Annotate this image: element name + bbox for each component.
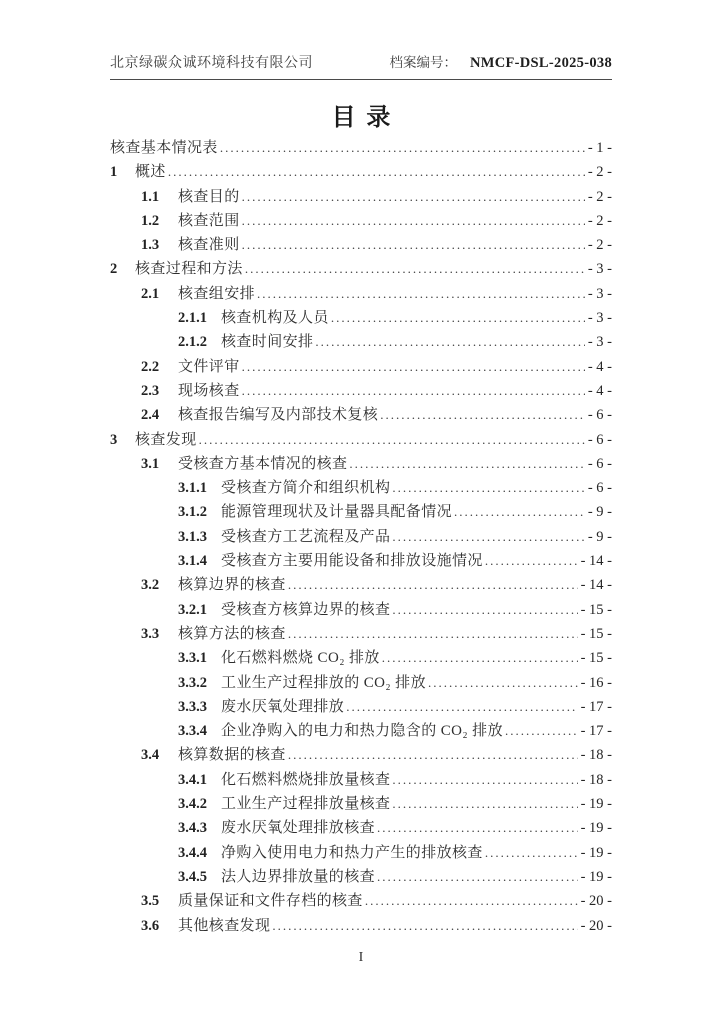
file-number-label: 档案编号： (389, 55, 457, 70)
toc-entry-number: 3.3.2 (178, 674, 207, 691)
toc-dot-leader (483, 841, 578, 865)
toc-entry-title: 核查时间安排 (221, 334, 314, 351)
toc-dot-leader (390, 598, 577, 622)
toc-dot-leader (286, 622, 578, 646)
toc-row[interactable] (110, 792, 612, 816)
toc-entry-title: 废水厌氧处理排放 (221, 698, 345, 715)
toc-entry-number: 1.1 (141, 188, 160, 205)
toc-entry-title: 核查机构及人员 (221, 310, 329, 327)
toc-entry-number: 2.4 (141, 407, 160, 424)
toc-entry-page: - 2 - (587, 164, 612, 181)
toc-row[interactable] (110, 355, 612, 379)
toc-entry-number: 3.3.1 (178, 650, 207, 667)
toc-entry-page: - 19 - (580, 844, 612, 861)
toc-row[interactable] (110, 889, 612, 913)
toc-entry-page: - 14 - (580, 577, 612, 594)
toc-row[interactable] (110, 914, 612, 938)
toc-row[interactable] (110, 257, 612, 281)
toc-entry-page: - 6 - (587, 407, 612, 424)
toc-row[interactable] (110, 185, 612, 209)
toc-entry-number: 3.1.1 (178, 480, 207, 497)
toc-row[interactable] (110, 209, 612, 233)
toc-dot-leader (240, 185, 585, 209)
toc-dot-leader (375, 865, 578, 889)
toc-row[interactable] (110, 695, 612, 719)
toc-entry-page: - 18 - (580, 771, 612, 788)
toc-entry-title: 其他核查发现 (178, 917, 271, 934)
toc-entry-title: 现场核查 (178, 382, 240, 399)
toc-entry-page: - 4 - (587, 382, 612, 399)
toc-dot-leader (240, 233, 585, 257)
toc-entry-title: 概述 (135, 164, 166, 181)
toc-entry-page: - 2 - (587, 188, 612, 205)
toc-entry-title: 核查报告编写及内部技术复核 (178, 407, 379, 424)
toc-entry-title: 工业生产过程排放量核查 (221, 796, 391, 813)
toc-row[interactable] (110, 476, 612, 500)
toc-dot-leader (286, 743, 578, 767)
toc-dot-leader (243, 257, 585, 281)
toc-dot-leader (380, 646, 578, 670)
toc-entry-number: 3.3 (141, 625, 160, 642)
toc-entry-page: - 3 - (587, 334, 612, 351)
toc-row[interactable] (110, 428, 612, 452)
toc-entry-number: 3.4.5 (178, 868, 207, 885)
page-title: 目录 (331, 105, 402, 131)
toc-entry-title: 化石燃料燃烧 CO₂ 排放 (221, 650, 380, 667)
page-number: I (358, 950, 364, 965)
toc-entry-title: 核查组安排 (178, 285, 256, 302)
toc-row[interactable] (110, 622, 612, 646)
toc-entry-number: 2 (110, 261, 118, 278)
toc-dot-leader (240, 209, 585, 233)
toc-dot-leader (255, 282, 585, 306)
toc-dot-leader (166, 160, 585, 184)
toc-entry-page: - 20 - (580, 893, 612, 910)
toc-entry-title: 受核查方核算边界的核查 (221, 601, 391, 618)
toc-row[interactable] (110, 743, 612, 767)
toc-dot-leader (390, 476, 584, 500)
toc-entry-number: 3 (110, 431, 118, 448)
toc-row[interactable] (110, 379, 612, 403)
toc-entry-number: 3.3.3 (178, 698, 207, 715)
toc-entry-page: - 3 - (587, 310, 612, 327)
toc-dot-leader (197, 428, 585, 452)
toc-dot-leader (363, 889, 578, 913)
toc-entry-title: 核查范围 (178, 212, 240, 229)
toc-dot-leader (378, 403, 585, 427)
toc-row[interactable] (110, 646, 612, 670)
toc-entry-page: - 1 - (587, 140, 612, 156)
toc-entry-page: - 3 - (587, 261, 612, 278)
toc-entry-title: 受核查方主要用能设备和排放设施情况 (221, 553, 483, 570)
toc-entry-number: 3.4.2 (178, 796, 207, 813)
toc-entry-number: 3.4.1 (178, 771, 207, 788)
toc-entry-title: 核算方法的核查 (178, 625, 286, 642)
toc-dot-leader (240, 355, 585, 379)
toc-entry-title: 受核查方简介和组织机构 (221, 480, 391, 497)
toc-dot-leader (329, 306, 585, 330)
toc-entry-page: - 15 - (580, 625, 612, 642)
toc-dot-leader (240, 379, 585, 403)
toc-entry-number: 3.4.3 (178, 820, 207, 837)
toc-row[interactable] (110, 452, 612, 476)
toc-row[interactable] (110, 573, 612, 597)
toc-entry-page: - 16 - (580, 674, 612, 691)
toc-entry-number: 2.1 (141, 285, 160, 302)
toc-dot-leader (286, 573, 578, 597)
toc-entry-title: 文件评审 (178, 358, 240, 375)
toc-entry-page: - 9 - (587, 504, 612, 521)
toc-entry-title: 工业生产过程排放的 CO₂ 排放 (221, 674, 426, 691)
toc-dot-leader (483, 549, 578, 573)
toc-entry-page: - 15 - (580, 650, 612, 667)
toc-entry-title: 核算数据的核查 (178, 747, 286, 764)
toc-entry-number: 1.3 (141, 237, 160, 254)
toc-entry-title: 核查基本情况表 (110, 140, 218, 156)
toc-entry-title: 净购入使用电力和热力产生的排放核查 (221, 844, 483, 861)
toc-entry-number: 3.1.2 (178, 504, 207, 521)
toc-dot-leader (218, 136, 585, 160)
toc-row[interactable] (110, 160, 612, 184)
toc-entry-number: 1.2 (141, 212, 160, 229)
toc-row[interactable] (110, 233, 612, 257)
toc-entry-title: 化石燃料燃烧排放量核查 (221, 771, 391, 788)
toc-row[interactable] (110, 306, 612, 330)
file-number-value: NMCF-DSL-2025-038 (469, 55, 612, 71)
toc-entry-title: 核查发现 (135, 431, 197, 448)
toc-entry-title: 受核查方基本情况的核查 (178, 455, 348, 472)
page-header (110, 51, 612, 80)
toc-entry-number: 1 (110, 164, 118, 181)
toc-entry-number: 3.1.4 (178, 553, 207, 570)
page-footer (110, 948, 612, 966)
toc-entry-page: - 19 - (580, 820, 612, 837)
toc-entry-page: - 15 - (580, 601, 612, 618)
toc-entry-number: 2.1.2 (178, 334, 207, 351)
file-number-group (389, 51, 612, 72)
toc-entry-number: 3.2.1 (178, 601, 207, 618)
toc-dot-leader (375, 816, 578, 840)
toc-entry-number: 3.6 (141, 917, 160, 934)
toc-row[interactable] (110, 136, 612, 160)
toc-entry-title: 质量保证和文件存档的核查 (178, 893, 363, 910)
toc-entry-number: 3.1.3 (178, 528, 207, 545)
table-of-contents (110, 136, 612, 938)
toc-dot-leader (390, 792, 577, 816)
toc-entry-page: - 9 - (587, 528, 612, 545)
toc-row[interactable] (110, 282, 612, 306)
toc-entry-page: - 3 - (587, 285, 612, 302)
toc-entry-number: 2.1.1 (178, 310, 207, 327)
toc-dot-leader (503, 719, 578, 743)
company-name: 北京绿碳众诚环境科技有限公司 (110, 56, 313, 71)
toc-entry-number: 3.5 (141, 893, 160, 910)
toc-row[interactable] (110, 719, 612, 743)
toc-entry-number: 2.2 (141, 358, 160, 375)
toc-entry-page: - 19 - (580, 868, 612, 885)
toc-entry-page: - 20 - (580, 917, 612, 934)
toc-entry-title: 核算边界的核查 (178, 577, 286, 594)
toc-entry-number: 3.3.4 (178, 723, 207, 740)
toc-row[interactable] (110, 816, 612, 840)
toc-dot-leader (390, 525, 584, 549)
toc-row[interactable] (110, 768, 612, 792)
toc-entry-page: - 4 - (587, 358, 612, 375)
toc-entry-title: 法人边界排放量的核查 (221, 868, 376, 885)
toc-row[interactable] (110, 330, 612, 354)
toc-entry-page: - 14 - (580, 553, 612, 570)
toc-row[interactable] (110, 841, 612, 865)
toc-row[interactable] (110, 403, 612, 427)
toc-entry-number: 2.3 (141, 382, 160, 399)
toc-dot-leader (426, 671, 578, 695)
toc-row[interactable] (110, 525, 612, 549)
toc-dot-leader (344, 695, 577, 719)
toc-entry-number: 3.2 (141, 577, 160, 594)
toc-dot-leader (390, 768, 577, 792)
toc-entry-page: - 6 - (587, 480, 612, 497)
toc-entry-page: - 6 - (587, 455, 612, 472)
toc-entry-title: 企业净购入的电力和热力隐含的 CO₂ 排放 (221, 723, 503, 740)
toc-entry-title: 废水厌氧处理排放核查 (221, 820, 376, 837)
toc-dot-leader (270, 914, 577, 938)
toc-entry-title: 受核查方工艺流程及产品 (221, 528, 391, 545)
toc-entry-number: 3.4 (141, 747, 160, 764)
toc-entry-page: - 2 - (587, 237, 612, 254)
toc-entry-page: - 17 - (580, 723, 612, 740)
toc-entry-page: - 18 - (580, 747, 612, 764)
toc-dot-leader (347, 452, 584, 476)
toc-entry-page: - 19 - (580, 796, 612, 813)
toc-entry-title: 能源管理现状及计量器具配备情况 (221, 504, 453, 521)
toc-dot-leader (313, 330, 584, 354)
toc-entry-title: 核查准则 (178, 237, 240, 254)
toc-row[interactable] (110, 549, 612, 573)
toc-row[interactable] (110, 865, 612, 889)
toc-row[interactable] (110, 671, 612, 695)
toc-entry-page: - 17 - (580, 698, 612, 715)
toc-row[interactable] (110, 500, 612, 524)
toc-entry-page: - 2 - (587, 212, 612, 229)
toc-entry-title: 核查过程和方法 (135, 261, 243, 278)
toc-entry-number: 3.4.4 (178, 844, 207, 861)
toc-entry-page: - 6 - (587, 431, 612, 448)
toc-entry-title: 核查目的 (178, 188, 240, 205)
toc-entry-number: 3.1 (141, 455, 160, 472)
toc-dot-leader (452, 500, 585, 524)
toc-row[interactable] (110, 598, 612, 622)
